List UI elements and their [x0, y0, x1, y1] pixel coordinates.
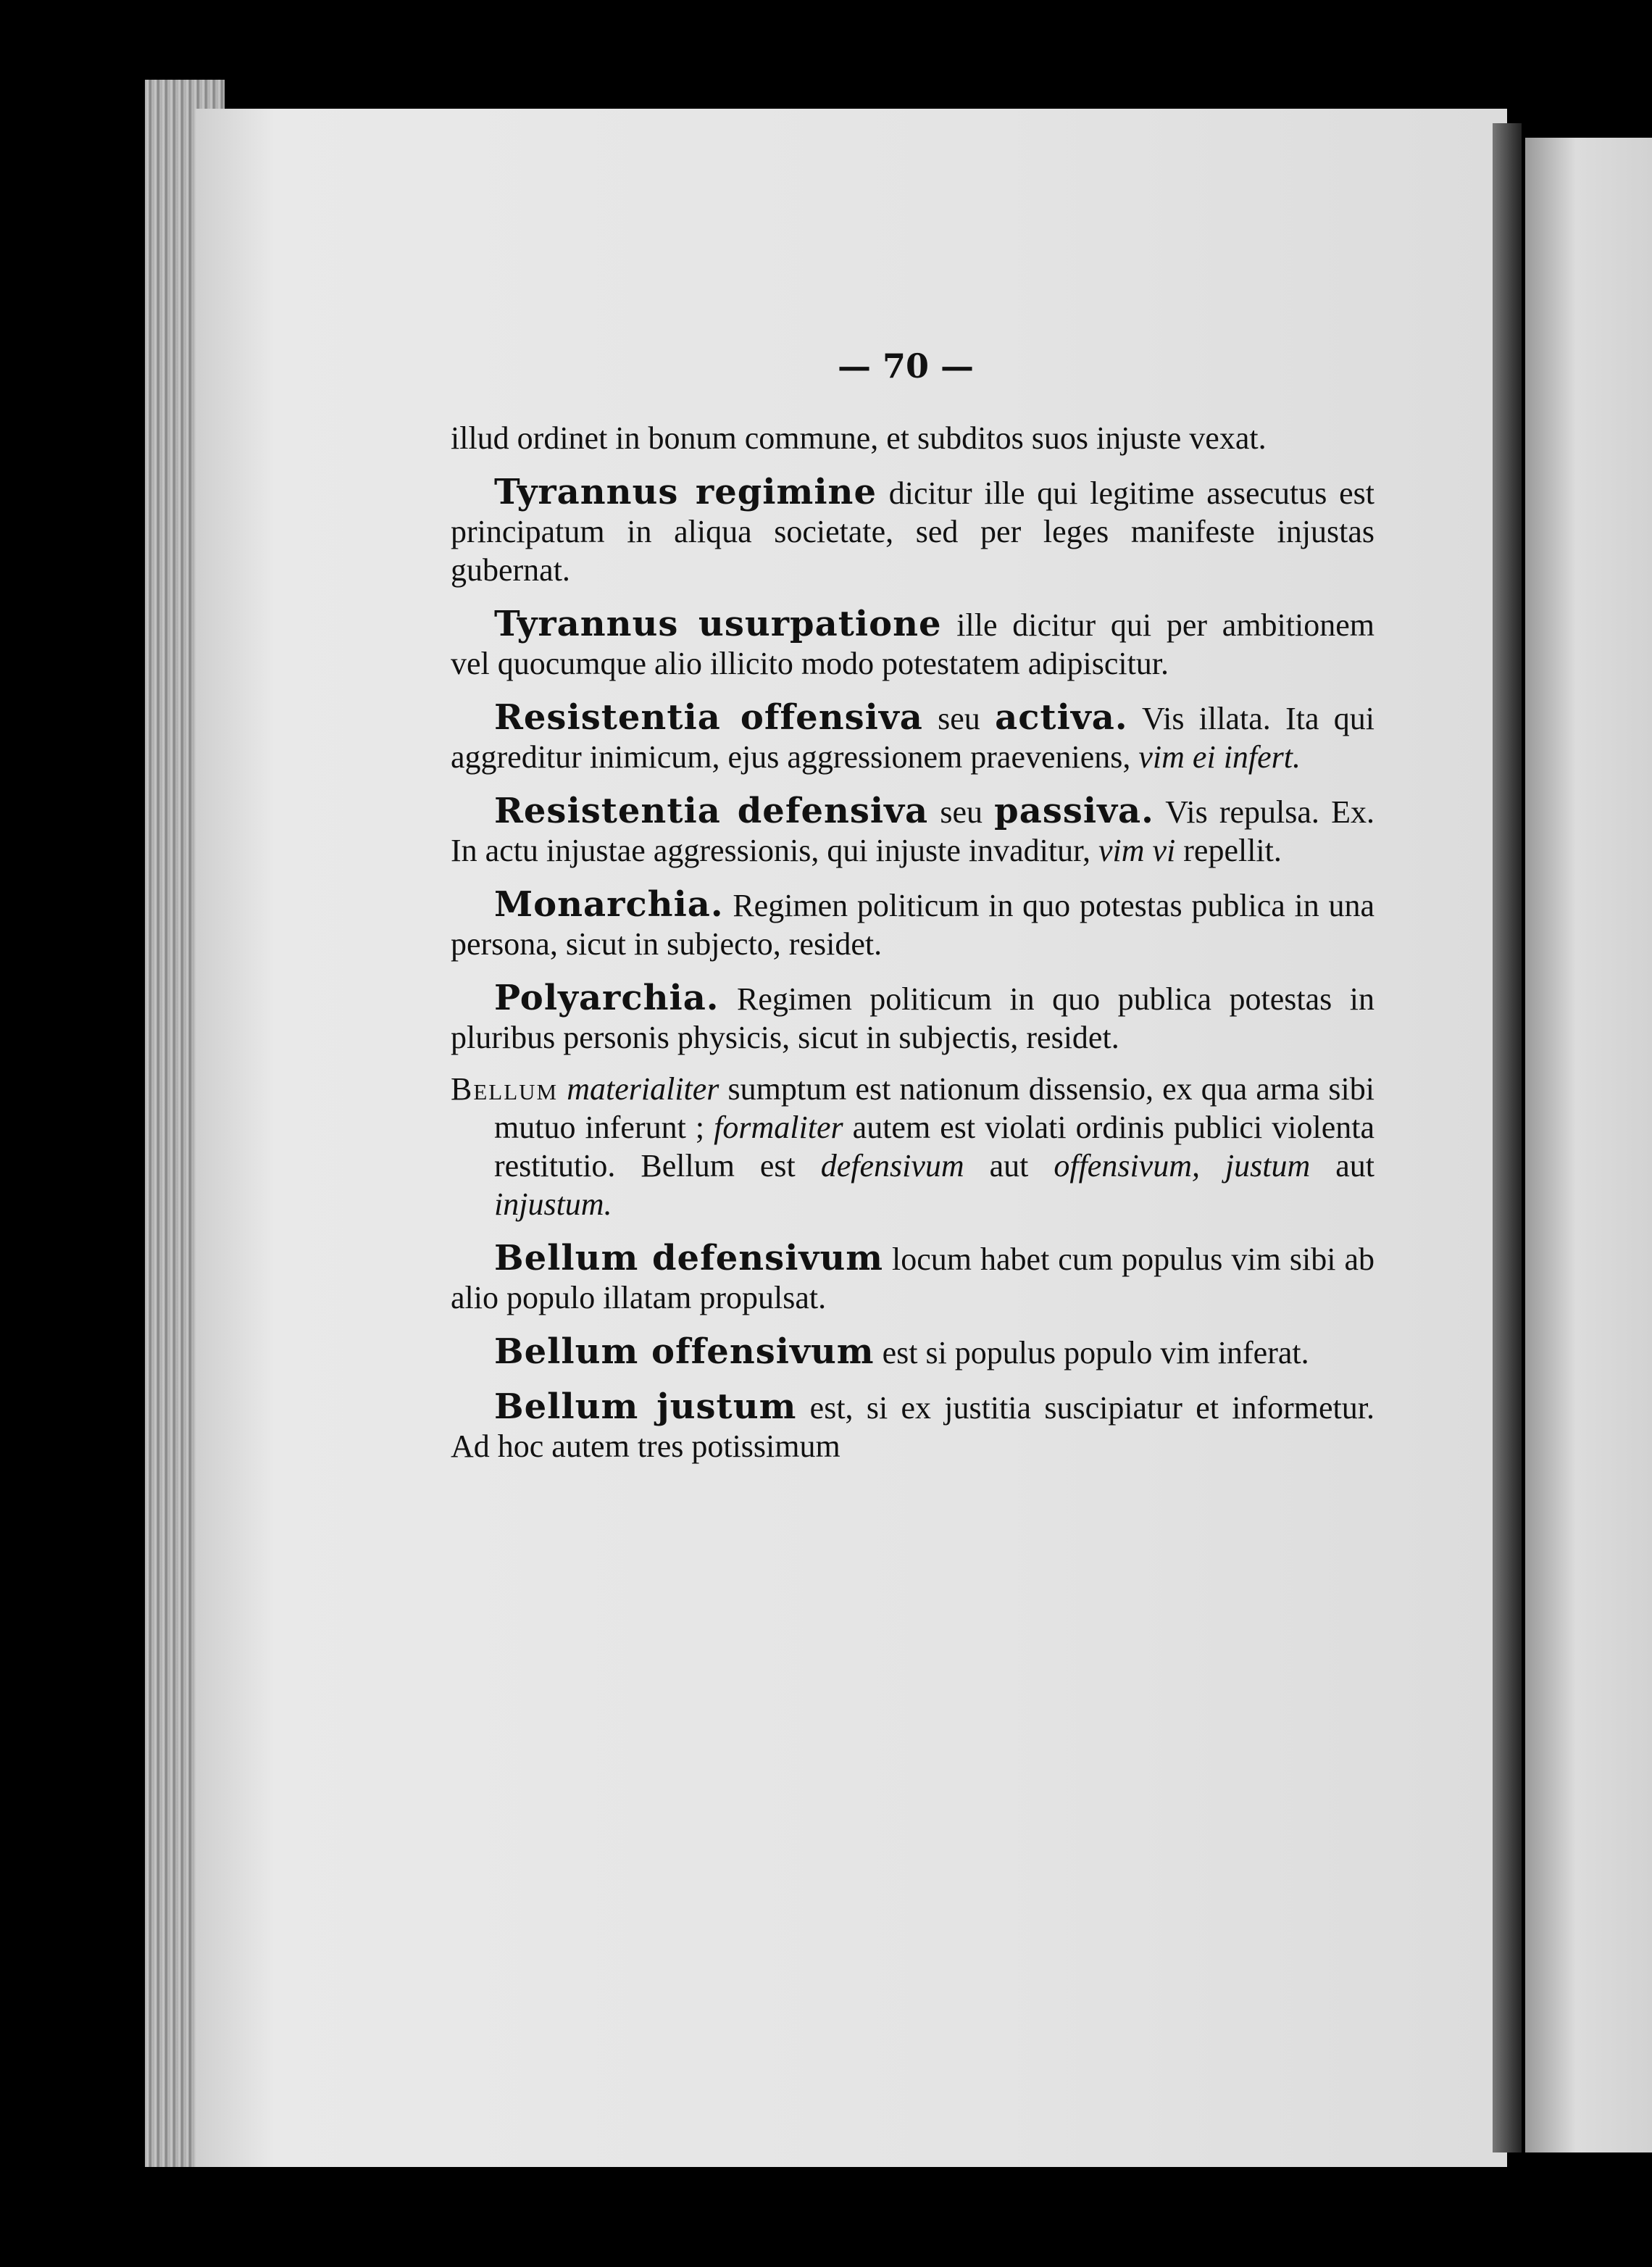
definition: Regimen politicum in quo potestas publica in una persona, sicut in subjecto, residet.: [451, 888, 1374, 962]
term: Tyrannus usurpatione: [494, 604, 942, 644]
text: aut: [964, 1148, 1054, 1184]
paragraph-continuation: illud ordinet in bonum commune, et subditos suos injuste vexat.: [451, 420, 1267, 456]
text: aut: [1310, 1148, 1374, 1184]
italic: injustum.: [494, 1186, 612, 1222]
page-body: [451, 419, 1374, 1465]
page-number: — 70 —: [837, 346, 975, 386]
term: Bellum offensivum: [494, 1331, 875, 1372]
entry-bellum-defensivum: [451, 1239, 1374, 1317]
definition-italic: vim vi: [1098, 833, 1176, 868]
definition-end: repellit.: [1175, 833, 1282, 868]
term-alt: passiva.: [994, 791, 1154, 831]
definition: Vis illata. Ita qui aggreditur inimicum, ejus aggressionem praeveniens,: [451, 701, 1374, 775]
entry-monarchia: [451, 886, 1374, 963]
definition: dicitur ille qui legitime assecutus est principatum in aliqua societate, sed per leges manifeste injustas gubernat.: [451, 475, 1374, 588]
text: autem est violati ordinis publici violenta restitutio. Bellum est: [494, 1110, 1374, 1184]
text: sumptum est nationum dissensio, ex qua arma sibi mutuo inferunt ;: [494, 1071, 1375, 1145]
entry-bellum-offensivum: [451, 1333, 1374, 1372]
definition-italic: vim ei infert.: [1138, 739, 1301, 775]
term: Monarchia.: [494, 884, 724, 925]
definition: Regimen politicum in quo publica potestas in pluribus personis physicis, sicut in subjectis, residet.: [451, 981, 1374, 1055]
entry-tyrannus-regimine: [451, 473, 1374, 589]
entry-bellum: [451, 1070, 1374, 1223]
definition: est si populus populo vim inferat.: [874, 1335, 1309, 1370]
entry-resistentia-offensiva: [451, 699, 1374, 776]
italic: formaliter: [714, 1110, 843, 1145]
entry-resistentia-defensiva: [451, 792, 1374, 870]
term-alt: activa.: [995, 697, 1128, 738]
facing-page-edge: [1525, 138, 1652, 2152]
connector: seu: [922, 701, 996, 736]
connector: seu: [928, 794, 995, 830]
entry-bellum-justum: [451, 1388, 1374, 1465]
entry-polyarchia: [451, 979, 1374, 1057]
definition: Vis repulsa. Ex. In actu injustae aggressionis, qui injuste invaditur,: [451, 794, 1374, 868]
term: Polyarchia.: [494, 978, 719, 1018]
term: Resistentia defensiva: [494, 791, 929, 831]
heading-smallcaps: Bellum: [451, 1071, 559, 1107]
definition: locum habet cum populus vim sibi ab alio populo illatam propulsat.: [451, 1241, 1374, 1315]
term: Bellum justum: [494, 1386, 797, 1427]
italic: defensivum: [820, 1148, 964, 1184]
italic: materialiter: [567, 1071, 719, 1107]
term: Resistentia offensiva: [494, 697, 923, 738]
italic: offensivum, justum: [1054, 1148, 1311, 1184]
definition: est, si ex justitia suscipiatur et informetur. Ad hoc autem tres potissimum: [451, 1390, 1374, 1464]
term: Bellum defensivum: [494, 1238, 884, 1278]
gutter-shadow: [1493, 123, 1522, 2152]
entry-tyrannus-usurpatione: [451, 605, 1374, 683]
term: Tyrannus regimine: [494, 472, 877, 512]
definition: ille dicitur qui per ambitionem vel quocumque alio illicito modo potestatem adipiscitur.: [451, 607, 1374, 681]
